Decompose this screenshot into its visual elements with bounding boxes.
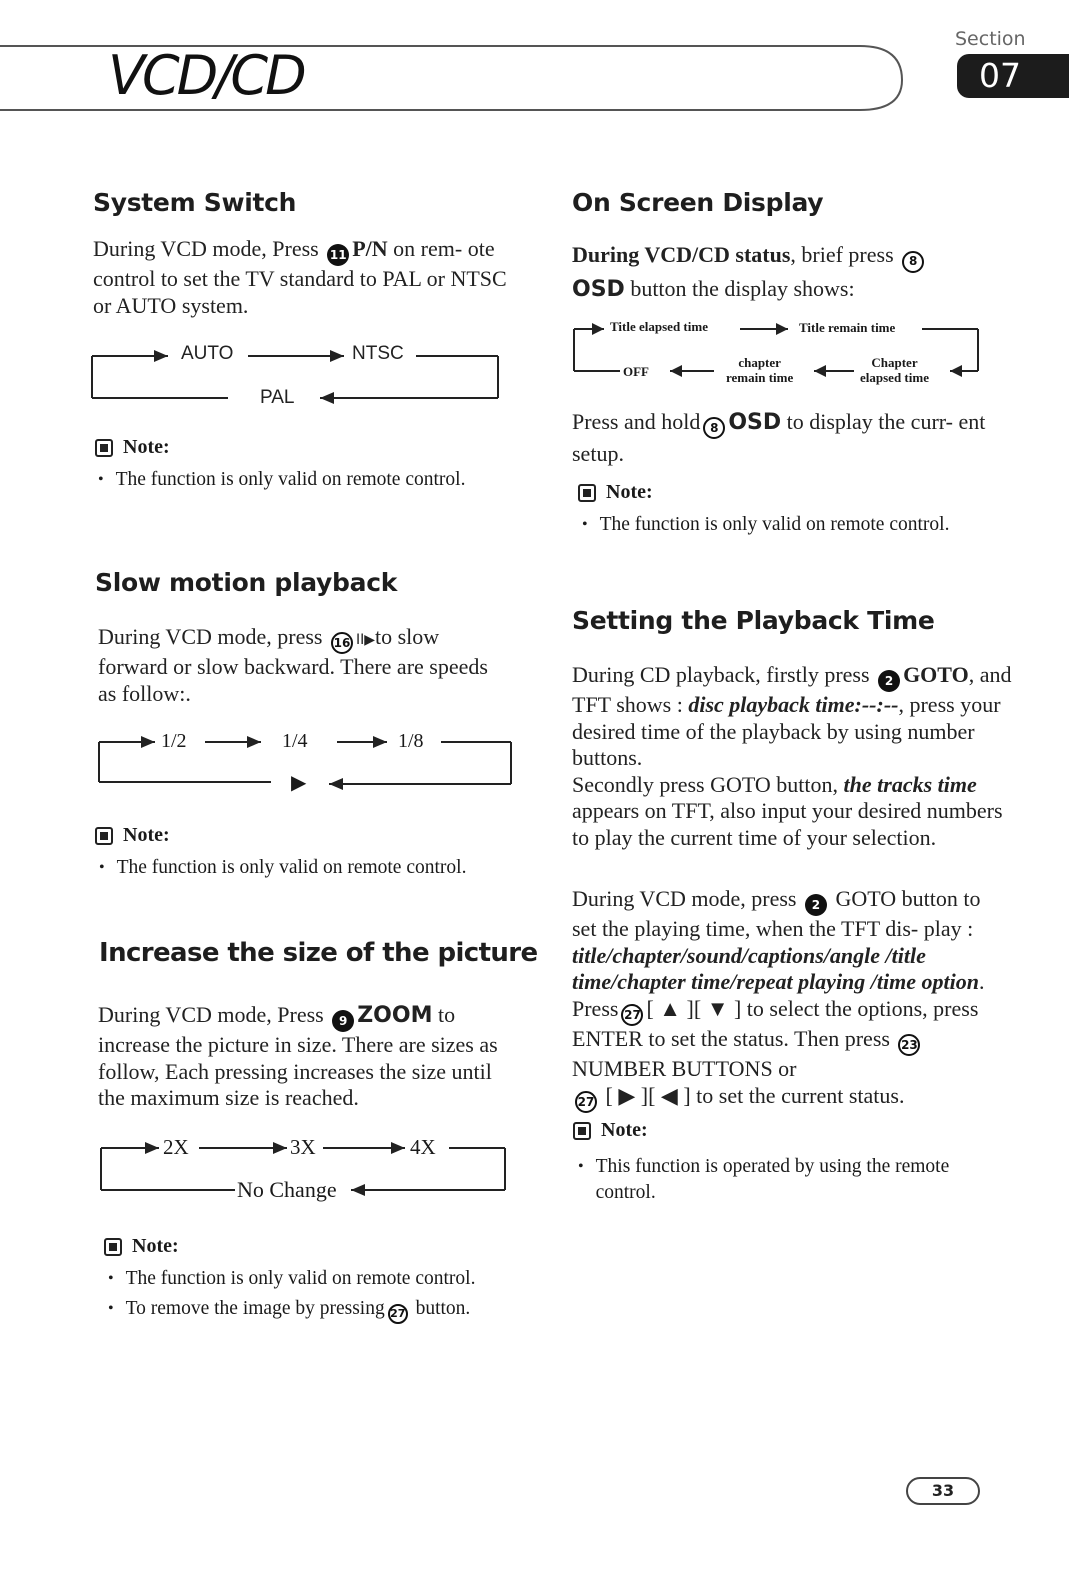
text-fragment: button. [410, 1298, 471, 1319]
speed-label-half: 1/2 [161, 730, 187, 752]
tv-standard-cycle-diagram [88, 336, 508, 416]
button-number-icon: 8 [902, 251, 924, 273]
text-fragment: to increase the picture in size. There are sizes as follow, Each pressing increases the size until the maximum size is reached. [98, 1002, 498, 1111]
pn-button-label: P/N [352, 236, 388, 261]
text-fragment: During VCD mode, press [572, 886, 802, 911]
bullet-icon: • [108, 1270, 114, 1287]
osd-text [572, 239, 992, 305]
note-icon [104, 1238, 122, 1256]
button-number-icon: 27 [621, 1004, 643, 1026]
bullet-icon: • [582, 516, 588, 533]
text-fragment: Chapter [871, 355, 918, 370]
note-icon [578, 484, 596, 502]
osd-label-chapter-remain [726, 355, 793, 385]
note-text [126, 1296, 471, 1324]
button-number-icon: 2 [805, 894, 827, 916]
zoom-label-no-change: No Change [237, 1177, 337, 1202]
button-number-icon: 27 [388, 1304, 408, 1324]
text-fragment: to display the curr- ent setup. [572, 409, 986, 466]
system-switch-heading: System Switch [93, 188, 297, 217]
note-text: This function is operated by using the remote control. [595, 1156, 950, 1203]
osd-label-title-elapsed: Title elapsed time [610, 319, 708, 334]
osd-hold-text [572, 407, 992, 469]
button-number-icon: 16 [331, 632, 353, 654]
text-fragment: During VCD/CD status [572, 242, 791, 267]
system-switch-text [93, 236, 518, 319]
page-number-badge [906, 1477, 980, 1505]
text-fragment: To remove the image by pressing [125, 1298, 385, 1319]
zoom-text [98, 1002, 523, 1112]
text-fragment: [ ▶ ][ ◀ ] to set the current status. [600, 1082, 905, 1108]
note-heading [95, 824, 170, 847]
button-number-icon: 27 [575, 1091, 597, 1113]
text-fragment: remain time [726, 370, 794, 385]
button-number-icon: 9 [332, 1010, 354, 1032]
note-text: The function is only valid on remote control. [125, 1268, 476, 1289]
text-fragment: Press and hold [572, 409, 701, 434]
note-text: The function is only valid on remote control. [599, 514, 950, 535]
zoom-heading: Increase the size of the picture [99, 938, 538, 968]
diagram-label-ntsc: NTSC [352, 343, 404, 364]
section-number-badge [957, 54, 1069, 98]
speed-label-quarter: 1/4 [282, 730, 308, 752]
section-label: Section [955, 28, 1026, 50]
text-fragment: the tracks time [843, 771, 977, 797]
playback-time-text-2 [572, 886, 1002, 1113]
text-fragment: Secondly press GOTO button, [572, 771, 844, 797]
playback-time-text-1 [572, 662, 1012, 851]
note-heading [95, 436, 170, 459]
text-fragment: appears on TFT, also input your desired numbers to play the current time of your selection. [572, 798, 1003, 850]
text-fragment: , brief press [790, 242, 900, 267]
note-label: Note: [123, 436, 170, 458]
text-fragment: [ ▲ ][ ▼ ] to select the options, press ENTER to set the status. Then press [572, 995, 979, 1051]
text-fragment: on rem- ote control to set the TV standard to PAL or NTSC or AUTO system. [93, 236, 507, 318]
note-bullet [578, 1154, 978, 1206]
note-bullet [108, 1266, 475, 1292]
zoom-label-2x: 2X [163, 1135, 189, 1159]
text-fragment: GOTO button to set the playing time, when the TFT dis- play : [572, 886, 981, 942]
diagram-label-pal: PAL [260, 387, 295, 408]
text-fragment: NUMBER BUTTONS or [572, 1056, 797, 1082]
osd-label-chapter-elapsed [860, 355, 929, 385]
text-fragment: title/chapter/sound/captions/angle /title time/chapter time/repeat playing /time option [572, 942, 979, 995]
note-bullet [108, 1296, 470, 1324]
note-label: Note: [123, 824, 170, 846]
button-number-icon: 23 [898, 1034, 920, 1056]
note-bullet [98, 467, 465, 493]
slow-play-icon: II▶ [355, 632, 375, 648]
button-number-icon: 8 [703, 417, 725, 439]
zoom-label-3x: 3X [290, 1135, 316, 1159]
button-number-icon: 11 [327, 244, 349, 266]
zoom-label-4x: 4X [410, 1135, 436, 1159]
text-fragment: , press your desired time of the playback by using number buttons. [572, 692, 1001, 771]
text-fragment: disc playback time:--:-- [688, 692, 899, 718]
page-number: 33 [931, 1481, 955, 1500]
note-label: Note: [601, 1119, 648, 1141]
text-fragment: . Press [572, 969, 985, 1021]
note-heading [104, 1235, 179, 1258]
text-fragment: elapsed time [860, 370, 929, 385]
slow-motion-heading: Slow motion playback [95, 568, 398, 597]
diagram-label-auto: AUTO [181, 343, 234, 364]
slow-motion-text [98, 624, 493, 707]
note-icon [95, 827, 113, 845]
osd-label-off: OFF [623, 364, 649, 379]
page-title: VCD/CD [108, 44, 304, 107]
note-text: The function is only valid on remote control. [116, 857, 467, 878]
text-fragment: During VCD mode, Press [93, 236, 325, 261]
speed-label-eighth: 1/8 [398, 730, 424, 752]
note-text: The function is only valid on remote control. [115, 469, 466, 490]
note-heading [578, 481, 653, 504]
goto-button-label: GOTO [903, 662, 969, 687]
bullet-icon: • [108, 1300, 114, 1317]
text-fragment: During VCD mode, press [98, 624, 328, 649]
section-number: 07 [979, 56, 1021, 95]
play-icon: ▶ [291, 772, 307, 794]
note-heading [573, 1119, 648, 1142]
note-icon [573, 1122, 591, 1140]
note-label: Note: [606, 481, 653, 503]
bullet-icon: • [578, 1158, 584, 1175]
osd-button-label: OSD [572, 276, 625, 302]
bullet-icon: • [99, 859, 105, 876]
osd-label-title-remain: Title remain time [799, 320, 896, 335]
text-fragment: to slow forward or slow backward. There are speeds as follow:. [98, 624, 488, 706]
note-label: Note: [132, 1235, 179, 1257]
text-fragment: , and TFT shows : [572, 662, 1012, 718]
osd-heading: On Screen Display [572, 188, 824, 217]
note-bullet [99, 855, 466, 881]
note-icon [95, 439, 113, 457]
text-fragment: chapter [738, 355, 781, 370]
text-fragment: During CD playback, firstly press [572, 662, 876, 687]
text-fragment: button the display shows: [624, 275, 855, 301]
button-number-icon: 2 [878, 670, 900, 692]
playback-time-heading: Setting the Playback Time [572, 606, 935, 635]
bullet-icon: • [98, 471, 104, 488]
osd-button-label: OSD [728, 410, 782, 435]
zoom-button-label: ZOOM [357, 1003, 433, 1028]
text-fragment: During VCD mode, Press [98, 1002, 330, 1027]
note-bullet [582, 512, 949, 538]
